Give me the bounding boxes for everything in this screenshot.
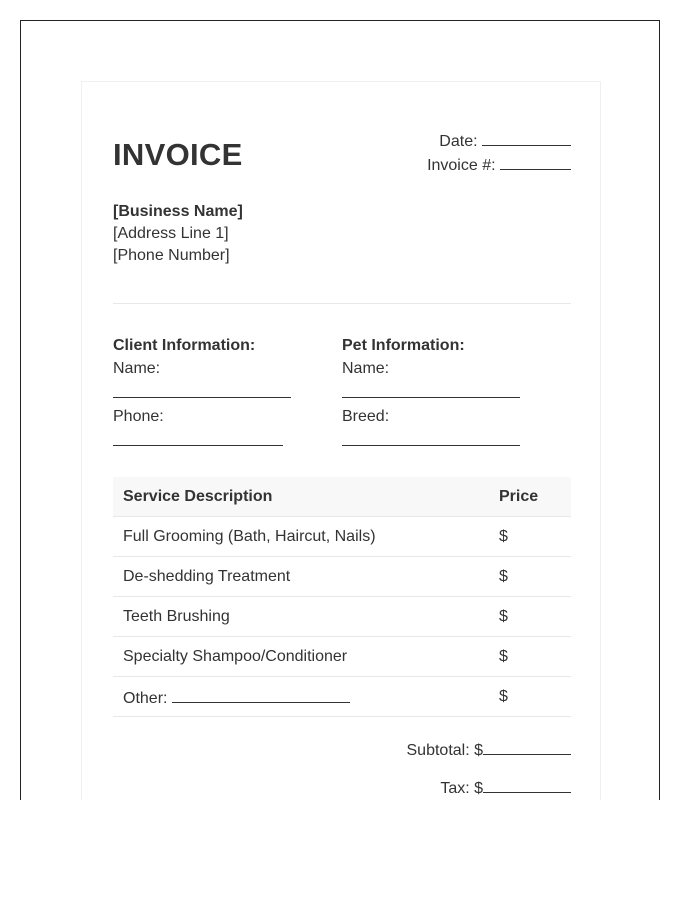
pet-information — [342, 335, 571, 454]
client-name-label: Name: — [113, 359, 161, 377]
client-heading: Client Information: — [113, 337, 256, 354]
services-table — [113, 477, 571, 717]
invoice-number-row — [427, 153, 571, 177]
client-information — [113, 335, 338, 454]
invoice-document — [81, 81, 601, 800]
subtotal-row — [407, 732, 572, 770]
invoice-meta — [427, 129, 571, 177]
pet-breed-label: Breed: — [342, 407, 390, 425]
service-price[interactable]: $ — [499, 647, 508, 665]
service-price[interactable]: $ — [499, 567, 508, 585]
table-row — [113, 517, 571, 557]
business-address: [Address Line 1] — [113, 225, 229, 242]
date-field[interactable] — [482, 129, 571, 146]
client-phone-field[interactable] — [113, 428, 283, 446]
service-price[interactable]: $ — [499, 687, 508, 705]
service-description: Full Grooming (Bath, Haircut, Nails) — [123, 527, 376, 545]
client-phone-row — [113, 406, 338, 454]
tax-label: Tax: $ — [440, 780, 483, 797]
client-phone-label: Phone: — [113, 407, 164, 425]
invoice-number-label: Invoice #: — [427, 157, 496, 174]
table-row — [113, 597, 571, 637]
pet-name-field[interactable] — [342, 380, 520, 398]
business-name: [Business Name] — [113, 203, 243, 220]
other-label: Other: — [123, 690, 168, 707]
date-row — [427, 129, 571, 153]
service-description: De-shedding Treatment — [123, 567, 291, 585]
tax-field[interactable] — [483, 776, 571, 793]
invoice-title: INVOICE — [113, 137, 243, 172]
subtotal-field[interactable] — [483, 738, 571, 755]
service-price[interactable]: $ — [499, 607, 508, 625]
invoice-number-field[interactable] — [500, 153, 571, 170]
page-frame — [20, 20, 660, 800]
business-info — [113, 201, 243, 267]
subtotal-label: Subtotal: $ — [406, 742, 483, 759]
column-header-price: Price — [499, 487, 539, 505]
service-description-other — [113, 685, 489, 708]
pet-name-label: Name: — [342, 359, 390, 377]
invoice-content — [113, 82, 571, 800]
table-row — [113, 677, 571, 717]
table-row — [113, 557, 571, 597]
table-header-row — [113, 477, 571, 517]
section-divider — [113, 303, 571, 304]
client-name-field[interactable] — [113, 380, 291, 398]
tax-row — [407, 770, 572, 800]
pet-heading: Pet Information: — [342, 337, 465, 354]
service-description: Specialty Shampoo/Conditioner — [123, 647, 348, 665]
other-service-field[interactable] — [172, 685, 350, 703]
totals-section — [407, 732, 572, 800]
pet-breed-field[interactable] — [342, 428, 520, 446]
service-description: Teeth Brushing — [123, 607, 230, 625]
date-label: Date: — [439, 133, 478, 150]
business-phone: [Phone Number] — [113, 247, 230, 264]
table-row — [113, 637, 571, 677]
column-header-description: Service Description — [123, 487, 273, 505]
service-price[interactable]: $ — [499, 527, 508, 545]
